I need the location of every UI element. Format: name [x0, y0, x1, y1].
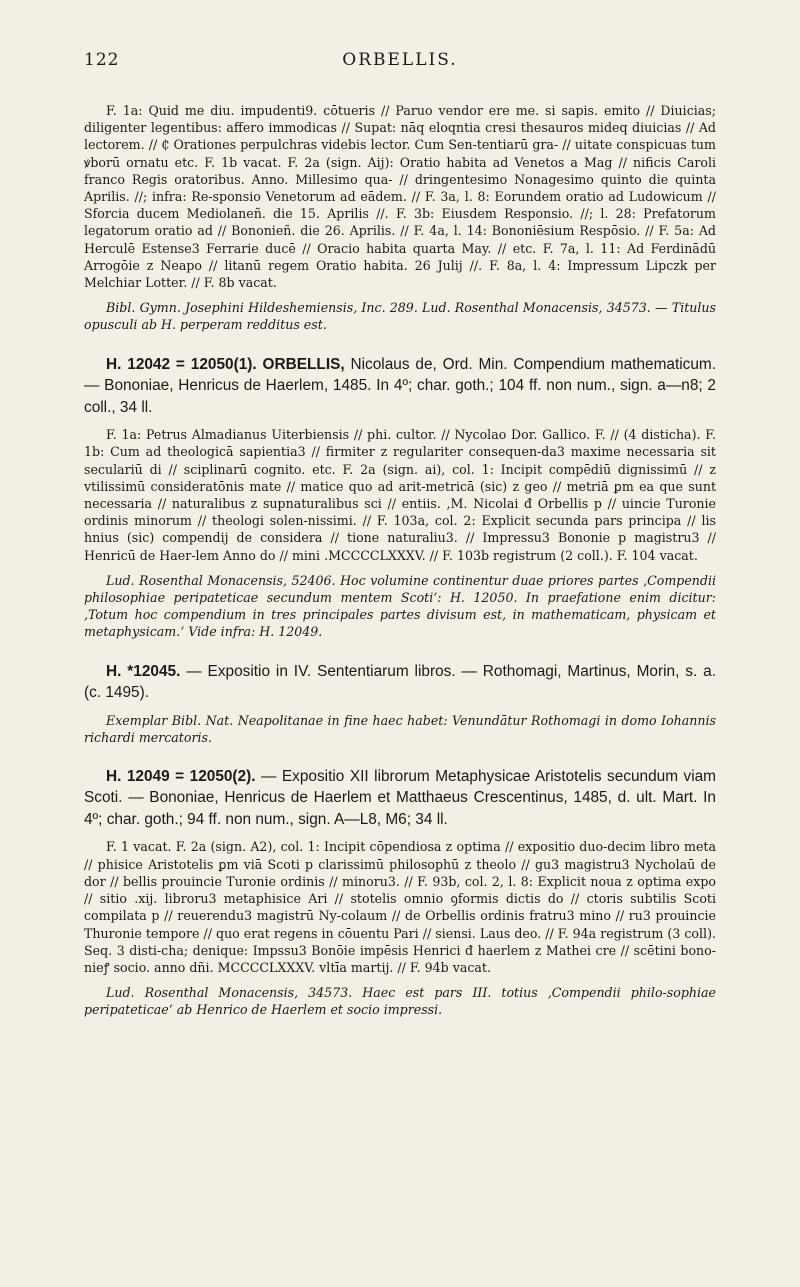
entry-title: Nicolaus de, Ord. Min. Compendium mathematicum. — Bononiae, Henricus de Haerlem, 1485. In 4º; char. goth.; 104 ff. non num., sign. a—n8; 2 coll., 34 ll.	[84, 355, 717, 416]
entry-title: — Expositio XII librorum Metaphysicae Aristotelis secundum viam Scoti. — Bononiae, Henricus de Haerlem et Matthaeus Crescentinus, 1485, d. ult. Mart. In 4º; char. goth.; 94 ff. non num., sign. A—L8, M6; 34 ll.	[84, 767, 717, 828]
entry-id: H. 12042 = 12050(1).	[106, 355, 257, 373]
description-paragraph-3: F. 1 vacat. F. 2a (sign. A2), col. 1: Incipit cōpendiosa z optima // expositio duo-decim libro meta // phisice Aristotelis ꝑm viā Scoti p clarissimū philosophū z theolo // gu3 magistru3 Nycholaū de dor // bellis prouincie Turonie ordinis // minoru3. // F. 93b, col. 2, l. 8: Explicit noua z optima expo // sitio .xij. libroru3 metaphisice Ari // stotelis omnio ꝯformis dictis do // ctoris subtilis Scoti compilata p // reuerendu3 magistrū Ny-colaum // de Orbellis ordinis fratru3 mino // ru3 prouincie Thuronie tempore // quo erat regens in cōuentu Pari // siensi. Laus deo. // F. 94a registrum (3 coll). Seq. 3 disti-cha; denique: Impssu3 Bonōie impēsis Henrici đ haerlem z Mathei cre // scētini bono-nieꝭ socio. anno dñi. MCCCCLXXXV. vltīa martij. // F. 94b vacat.	[84, 839, 716, 975]
description-paragraph-2: F. 1a: Petrus Almadianus Uiterbiensis // phi. cultor. // Nycolao Dor. Gallico. F. // (4 disticha). F. 1b: Cum ad theologicā sapientia3 // firmiter z regulariter consequen-da3 maxime necessaria sit seculariū di // sciplinarū cognito. etc. F. 2a (sign. ai), col. 1: Incipit compēdiū dignissimū // z vtilissimū consideratōnis mate // matice quo ad arit-metricā (sic) z geo // metriā ꝑm ea que sunt necessaria // naturalibus z supnaturalibus sci // entiis. ,M. Nicolai đ Orbellis p // uincie Turonie ordinis minorum // theologi solen-nissimi. // F. 103a, col. 2: Explicit secunda pars principa // lis hnius (sic) compendij de considera // tione naturaliu3. // Impressu3 Bononie p magistru3 // Henricū de Haer-lem Anno do // mini .MCCCCLXXXV. // F. 103b registrum (2 coll.). F. 104 vacat.	[84, 427, 716, 563]
entry-id: H. 12049 = 12050(2).	[106, 767, 256, 785]
running-title: ORBELLIS.	[342, 50, 458, 70]
entry-title: — Expositio in IV. Sententiarum libros. — Rothomagi, Martinus, Morin, s. a. (c. 1495).	[84, 662, 716, 702]
bibliographic-note-4: Lud. Rosenthal Monacensis, 34573. Haec est pars III. totius ‚Compendii philo-sophiae peripateticae‘ ab Henrico de Haerlem et socio impressi.	[84, 985, 716, 1018]
catalog-entry-12045	[84, 661, 716, 704]
entry-id: H. *12045.	[106, 662, 181, 680]
entry-author: ORBELLIS,	[262, 355, 345, 373]
description-paragraph-1: F. 1a: Quid me diu. impudenti9. cōtueris // Paruo vendor ere me. si sapis. emito // Diuicias; diligenter legentibus: affero immodicas // Supat: nāq eloqntia cresi thesauros mideq diuicias // Ad lectorem. // ₵ Orationes perpulchras videbis lector. Cum Sen-tentiarū gra- // uitate conspicuas tum ꝟborū ornatu etc. F. 1b vacat. F. 2a (sign. Aij): Oratio habita ad Venetos a Mag // nificis Caroli franco Regis oratoribus. Anno. Millesimo qua- // dringentesimo Nonagesimo quinto die quinta Aprilis. //; infra: Re-sponsio Venetorum ad eādem. // F. 3a, l. 8: Eorundem oratio ad Ludowicum // Sforcia ducem Mediolaneñ. die 15. Aprilis //. F. 3b: Eiusdem Responsio. //; l. 28: Prefatorum legatorum oratio ad // Bononieñ. die 26. Aprilis. // F. 4a, l. 14: Bononiēsium Respōsio. // F. 5a: Ad Herculē Estense3 Ferrarie ducē // Oracio habita quarta May. // etc. F. 7a, l. 11: Ad Ferdinādū Arrogōie z Neapo // litanū regem Oratio habita. 26 Julij //. F. 8a, l. 4: Impressum Lipczk per Melchiar Lotter. // F. 8b vacat.	[84, 103, 716, 291]
page-number: 122	[84, 50, 120, 70]
catalog-entry-12049	[84, 766, 716, 831]
bibliographic-note-3: Exemplar Bibl. Nat. Neapolitanae in fine haec habet: Venundātur Rothomagi in domo Iohannis richardi mercatoris.	[84, 712, 716, 745]
catalog-entry-12042	[84, 354, 716, 419]
bibliographic-note-1: Bibl. Gymn. Josephini Hildeshemiensis, Inc. 289. Lud. Rosenthal Monacensis, 34573. — Titulus opusculi ab H. perperam redditus est.	[84, 300, 716, 333]
page-body	[84, 102, 716, 1019]
page-header	[84, 50, 716, 74]
bibliographic-note-2: Lud. Rosenthal Monacensis, 52406. Hoc volumine continentur duae priores partes ‚Compendii philosophiae peripateticae secundum mentem Scoti‘: H. 12050. In praefatione enim dicitur: ‚Totum hoc compendium in tres principales partes divisum est, in mathematicam, physicam et metaphysicam.‘ Vide infra: H. 12049.	[84, 572, 716, 640]
